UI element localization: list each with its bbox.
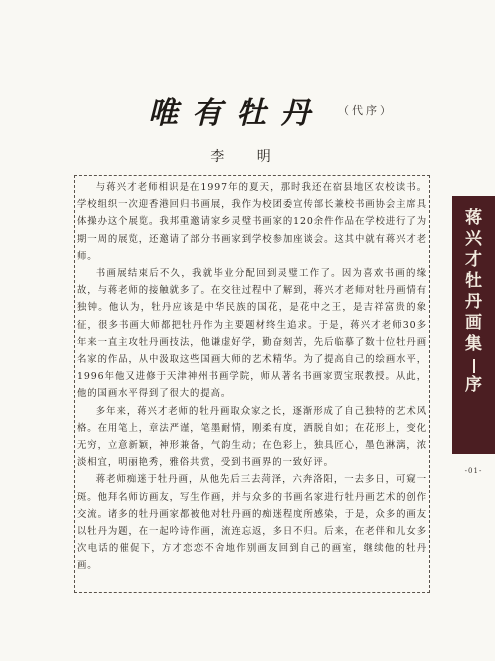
title-block xyxy=(0,88,495,131)
page-title: 唯有牡丹 xyxy=(148,96,324,131)
side-tab-char: 兴 xyxy=(465,229,482,249)
side-tab-char: 集 xyxy=(465,334,482,354)
paragraph: 书画展结束后不久，我就毕业分配回到灵璧工作了。因为喜欢书画的缘故，与蒋老师的接触就多了。在交往过程中了解到，蒋兴才老师对牡丹画情有独钟。他认为，牡丹应该是中华民族的国花，是花中之王，是吉祥富贵的象征，很多书画大师都把牡丹作为主要题材终生追求。于是，蒋兴才老师30多年来一直主攻牡丹画技法，他谦虚好学，勤奋刻苦，先后临摹了数十位牡丹画名家的作品，从中汲取这些国画大师的艺术精华。为了提高自己的绘画水平，1996年他又进修于天津神州书画学院，师从著名书画家贾宝珉教授。从此，他的国画水平得到了很大的提高。 xyxy=(77,268,427,400)
paragraph: 多年来，蒋兴才老师的牡丹画取众家之长，逐渐形成了自己独特的艺术风格。在用笔上，章法严谨，笔墨耐情，刚柔有度，洒脱自如；在花形上，变化无穷，立意新颖，神形兼备，气韵生动；在色彩上，独具匠心，墨色淋漓，浓淡相宜，明丽艳秀，雅俗共赏，受到书画界的一致好评。 xyxy=(77,405,427,469)
page-number: -01- xyxy=(464,467,483,475)
side-tab-title xyxy=(452,208,495,396)
side-tab-char: 丹 xyxy=(465,292,482,312)
side-tab-char: 蒋 xyxy=(465,208,482,228)
side-tab xyxy=(452,196,495,454)
side-tab-divider xyxy=(473,359,475,373)
side-tab-section: 序 xyxy=(465,375,482,395)
side-tab-char: 画 xyxy=(465,313,482,333)
paragraph: 蒋老师痴迷于牡丹画，从他先后三去菏泽，六奔洛阳，一去多日，可窥一斑。他拜名师访画友，写生作画，并与众多的书画名家进行牡丹画艺术的创作交流。诸多的牡丹画家都被他对牡丹画的痴迷程度所感染，于是，众多的画友以牡丹为题，在一起吟诗作画，流连忘返，多日不归。后来，在老伴和儿女多次电话的催促下，方才恋恋不舍地作别画友回到自己的画室，继续他的牡丹画。 xyxy=(77,474,427,572)
author-name: 李 明 xyxy=(210,149,285,165)
body-text xyxy=(77,179,427,575)
side-tab-char: 牡 xyxy=(465,271,482,291)
side-tab-char: 才 xyxy=(465,250,482,270)
paragraph: 与蒋兴才老师相识是在1997年的夏天，那时我还在宿县地区农校读书。学校组织一次迎香港回归书画展，我作为校团委宣传部长兼校书画协会主席具体操办这个展览。我邦重邀请家乡灵璧书画家的120余件作品在学校进行了为期一周的展览，还邀请了部分书画家到学校参加座谈会。这其中就有蒋兴才老师。 xyxy=(77,182,427,262)
page-subtitle: （代序） xyxy=(338,104,394,117)
